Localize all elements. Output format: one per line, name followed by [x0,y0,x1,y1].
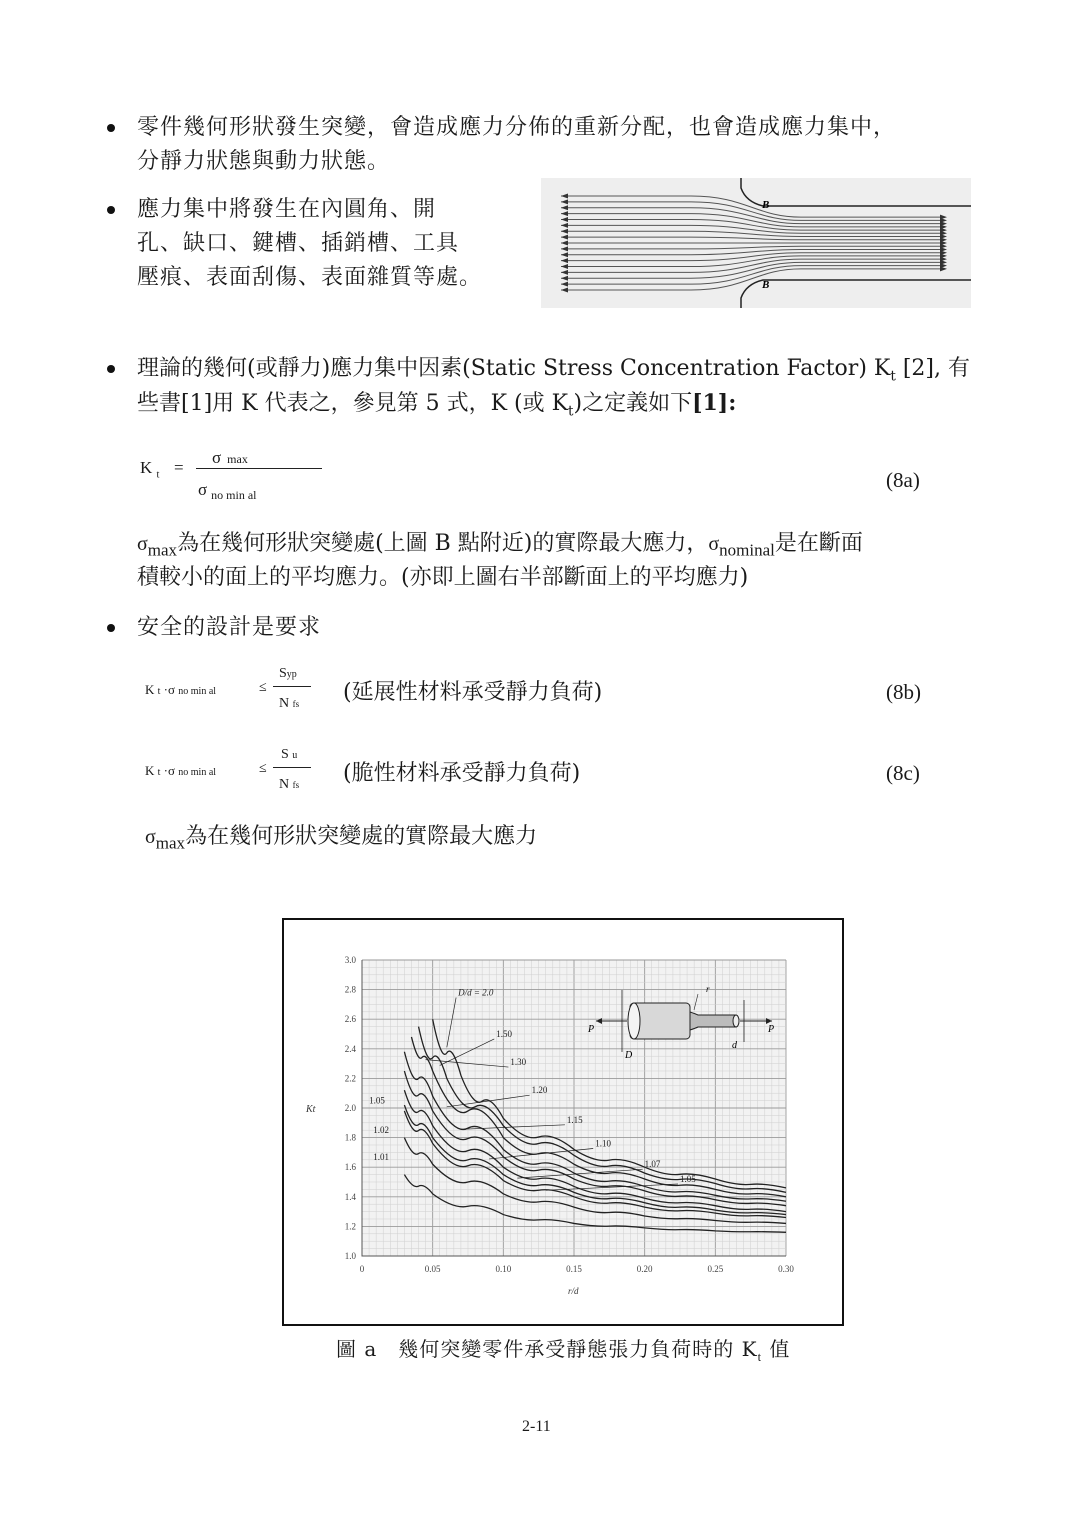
flow-arrow-left [561,223,568,228]
eq-8b-number: (8b) [886,680,921,704]
figure-caption-text: 圖 a 幾何突變零件承受靜態張力負荷時的 K [336,1337,758,1361]
series-label-left: 1.05 [369,1095,385,1106]
stress-flow-line [561,237,943,240]
inset-r-label: r [706,984,710,994]
inset-d-big-label: D [625,1050,633,1061]
eq-8b-leq: ≤ [259,680,267,695]
y-tick-label: 2.6 [344,1014,356,1025]
definition-text: 為在幾何形狀突變處(上圖 B 點附近)的實際最大應力， [177,531,709,556]
eq-8b-note: (延展性材料承受靜力負荷) [343,680,603,705]
x-tick-label: 0.30 [778,1264,794,1274]
fraction-line [273,686,311,687]
eq-8c-s: S [281,747,289,762]
eq-8c-sigma-sub: no min al [178,767,217,778]
flow-arrow-left [561,246,568,251]
eq-8a-k-sub: t [156,469,160,481]
bullet-marker [107,206,115,214]
series-label: 1.15 [566,1114,583,1125]
inset-p-left-label: P [588,1024,595,1035]
series-label: 1.20 [531,1085,548,1096]
series-label: 1.30 [510,1057,527,1068]
bullet-3-line-2 [137,386,736,428]
flow-arrow-left [561,211,568,216]
eq-8c-note: (脆性材料承受靜力負荷) [343,761,581,786]
kt-subscript: t [568,403,574,420]
bullet-2-line-2: 孔、缺口、鍵槽、插銷槽、工具 [137,231,460,256]
eq-8a-k: K [140,458,153,477]
eq-8b-denominator [279,696,299,712]
eq-8b-numerator [279,666,297,682]
bullet-1-line-2: 分靜力狀態與動力狀態。 [137,149,391,174]
kt-chart-frame [282,918,844,1326]
eq-8a-denominator [198,480,257,500]
stress-flow-line [561,231,943,236]
flow-arrow-left [561,282,568,287]
eq-8a-sigma: σ [212,448,222,467]
inset-d-small-label: d [732,1040,737,1051]
y-tick-label: 2.2 [344,1073,356,1084]
flow-arrow-left [561,205,568,210]
equation-8b [145,664,940,720]
y-tick-label: 3.0 [344,955,356,965]
flow-arrow-left [561,258,568,263]
sigma-symbol: σ [708,533,720,555]
y-tick-label: 2.0 [344,1103,356,1113]
flow-arrow-left [561,276,568,281]
flow-arrow-left [561,199,568,204]
fraction-line [196,468,322,469]
flow-arrow-left [561,235,568,240]
eq-8b-k-sub: t [157,686,161,697]
eq-8a-sigma: σ [198,480,208,499]
eq-8b-sigma: σ [168,682,176,697]
eq-8c-sigma: σ [168,763,176,778]
series-label: D/d = 2.0 [458,987,494,998]
figure-caption-sub: t [757,1350,763,1364]
eq-8b-lhs [145,682,216,698]
eq-8b-n: N [279,696,290,711]
eq-8b-n-sub: fs [292,699,300,709]
eq-8a-sigma-sub: max [227,452,248,466]
figure-caption [336,1333,790,1365]
eq-8b-s: S [279,666,287,681]
reference-bold: [1]: [692,390,737,416]
eq-8c-n-sub: fs [292,780,300,790]
sigma-symbol: σ [145,826,156,848]
series-label: 1.07 [644,1159,661,1170]
sigma-subscript: nominal [719,540,775,560]
series-label: 1.50 [496,1028,513,1039]
y-tick-label: 1.6 [344,1162,356,1173]
kt-subscript: t [890,368,896,385]
sigma-max-definition-line-2: 積較小的面上的平均應力。(亦即上圖右半部斷面上的平均應力) [137,565,749,590]
definition-text: 是在斷面 [774,531,863,556]
stress-flow-diagram [541,178,971,308]
y-tick-label: 2.8 [344,984,356,995]
y-tick-label: 1.0 [344,1251,356,1261]
eq-8c-k-sub: t [157,767,161,778]
eq-8a-number: (8a) [886,468,920,492]
flow-arrow-left [561,194,568,199]
eq-8c-dot: · [163,763,169,778]
sigma-subscript: max [147,540,178,560]
eq-8c-leq: ≤ [259,761,267,776]
bullet-marker [107,365,115,373]
series-label: 1.01 [373,1151,390,1162]
x-axis-label: r/d [568,1286,579,1296]
flow-arrow-left [561,217,568,222]
bullet-4-line-1: 安全的設計是要求 [137,615,322,640]
flow-arrow-left [561,264,568,269]
eq-8c-lhs [145,763,216,779]
bullet-1-line-1: 零件幾何形狀發生突變，會造成應力分佈的重新分配，也會造成應力集中， [137,115,897,140]
eq-8b-dot: · [163,682,169,697]
definition-text: 為在幾何形狀突變處的實際最大應力 [185,824,538,849]
x-tick-label: 0.05 [424,1264,441,1274]
stress-flow-line [561,249,943,254]
flow-arrow-right [940,266,947,271]
page-number: 2-11 [522,1418,551,1435]
notch-profile-bottom [741,280,971,308]
flow-arrow-left [561,288,568,293]
x-tick-label: 0.20 [636,1264,653,1274]
bullet-2-line-1: 應力集中將發生在內圓角、開 [137,197,437,222]
eq-8c-denominator [279,777,299,793]
eq-8a-numerator [212,448,248,468]
bullet-3-line-2-tail: )之定義如下 [573,391,693,416]
inset-p-right-label: P [768,1024,775,1035]
series-label: 1.10 [595,1138,611,1149]
x-tick-label: 0.25 [707,1264,724,1274]
point-b-top-label: B [762,199,770,211]
bullet-2-line-3: 壓痕、表面刮傷、表面雜質等處。 [137,265,483,290]
sigma-symbol: σ [137,533,148,555]
flow-arrow-left [561,270,568,275]
eq-8c-k: K [145,763,155,778]
flow-arrow-left [561,241,568,246]
bullet-3-line-1-text: 理論的幾何(或靜力)應力集中因素(Static Stress Concentration Factor) K [137,356,891,381]
eq-8a-sigma-sub: no min al [211,488,257,502]
notch-profile-top [741,178,971,206]
y-tick-label: 1.2 [344,1221,356,1232]
x-tick-label: 0.15 [566,1264,582,1274]
eq-8b-s-sub: yp [286,669,297,680]
figure-caption-tail: 值 [762,1337,791,1361]
bullet-marker [107,124,115,132]
eq-8a-equals: = [174,458,184,477]
eq-8b-k: K [145,682,155,697]
sigma-subscript: max [155,833,186,853]
eq-8c-numerator [281,747,297,763]
sigma-max-definition-2 [145,820,537,860]
equation-8a [140,448,940,508]
x-tick-label: 0.10 [495,1264,512,1274]
series-label: 1.02 [373,1125,390,1136]
bullet-marker [107,624,115,632]
eq-8b-sigma-sub: no min al [178,686,217,697]
y-tick-label: 1.4 [344,1191,356,1202]
eq-8a-lhs [140,458,159,480]
flow-arrow-left [561,252,568,257]
equation-8c [145,745,940,801]
bullet-3-line-1-ref: [2], 有 [895,356,970,381]
eq-8c-number: (8c) [886,761,920,785]
series-label: 1.05 [680,1174,696,1184]
y-axis-label: Kt [306,1104,316,1115]
bullet-3-line-2-text: 些書[1]用 K 代表之，參見第 5 式，K (或 K [137,391,569,416]
x-tick-label: 0 [359,1264,365,1274]
y-tick-label: 1.8 [344,1132,356,1143]
y-tick-label: 2.4 [344,1043,356,1054]
stress-flow-line [561,246,943,249]
point-b-bottom-label: B [762,279,770,291]
fraction-line [273,767,311,768]
flow-arrow-left [561,229,568,234]
eq-8c-n: N [279,777,290,792]
eq-8c-s-sub: u [292,750,298,761]
kt-chart [284,920,842,1324]
stress-flow-figure [541,178,971,308]
